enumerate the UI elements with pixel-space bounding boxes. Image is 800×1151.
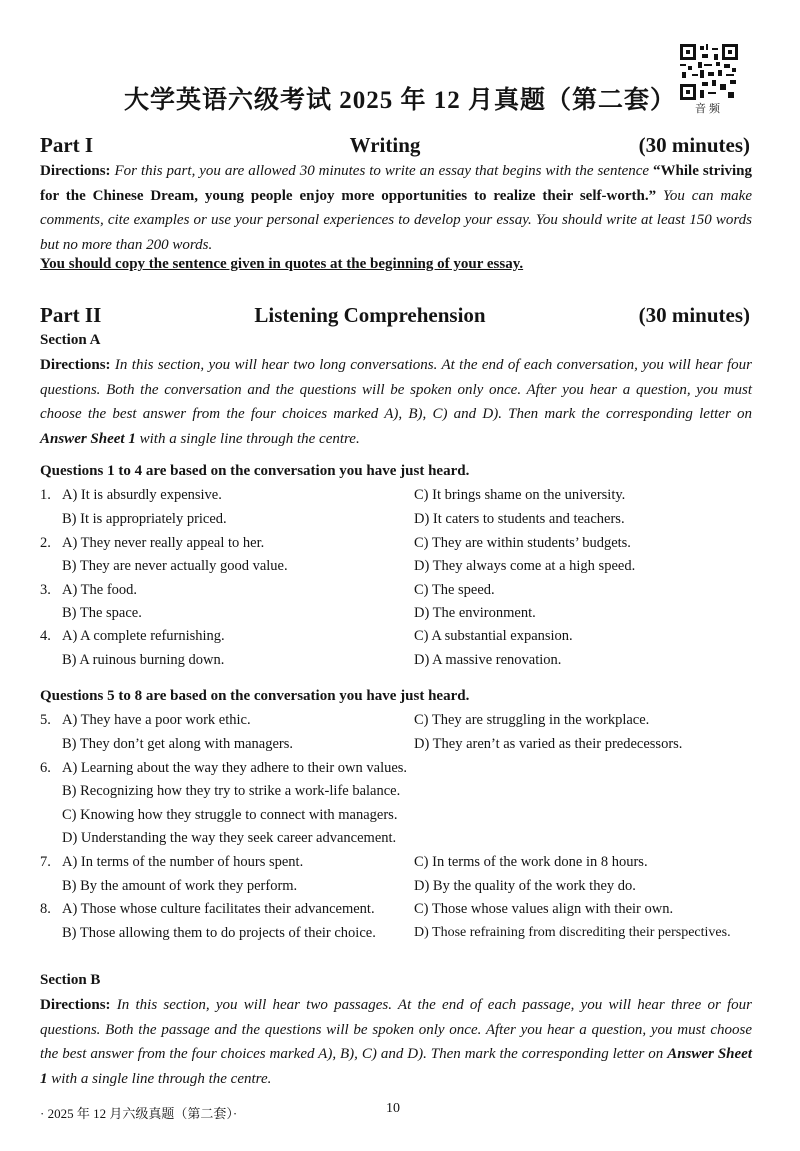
part2-label: Part II xyxy=(40,303,102,327)
directions-text: For this part, you are allowed 30 minutes to write an essay that begins with the sentence xyxy=(114,163,650,179)
option-c[interactable]: C) Those whose values align with their own. xyxy=(414,901,674,917)
option-d[interactable]: D) The environment. xyxy=(414,605,536,621)
option-c[interactable]: C) They are struggling in the workplace. xyxy=(414,712,650,728)
question-number: 7. xyxy=(40,854,51,870)
question-number: 2. xyxy=(40,535,51,551)
directions-text: with a single line through the centre. xyxy=(51,1070,272,1087)
directions-label: Directions: xyxy=(40,997,111,1013)
section-a-heading: Section A xyxy=(40,332,101,348)
option-b[interactable]: B) They don’t get along with managers. xyxy=(62,736,294,752)
directions-label: Directions: xyxy=(40,357,111,373)
option-c[interactable]: C) It brings shame on the university. xyxy=(414,487,626,503)
option-b[interactable]: B) A ruinous burning down. xyxy=(62,652,225,668)
section-b-heading: Section B xyxy=(40,972,101,988)
answer-sheet-label: Answer Sheet 1 xyxy=(40,1046,752,1087)
option-c[interactable]: C) The speed. xyxy=(414,582,495,598)
page-number: 10 xyxy=(386,1101,400,1116)
footer-source: · 2025 年 12 月六级真题（第二套）· xyxy=(40,1106,238,1121)
question-number: 8. xyxy=(40,901,51,917)
directions-text: In this section, you will hear two long conversations. At the end of each conversation, you will hear four questions. Both the conversation and the questions will be spoken only once. After you hear a question, you must choose the best answer from the four choices marked A), B), C) and D). Then mark the corresponding letter on xyxy=(40,357,752,422)
option-a[interactable]: A) Learning about the way they adhere to their own values. xyxy=(62,760,408,776)
option-b[interactable]: B) By the amount of work they perform. xyxy=(62,878,298,894)
part1-directions xyxy=(40,159,752,257)
section-a-directions xyxy=(40,353,752,451)
option-a[interactable]: A) A complete refurnishing. xyxy=(62,628,225,644)
option-b[interactable]: B) It is appropriately priced. xyxy=(62,511,227,527)
option-d[interactable]: D) It caters to students and teachers. xyxy=(414,511,625,527)
option-b[interactable]: B) The space. xyxy=(62,605,142,621)
option-d[interactable]: D) They always come at a high speed. xyxy=(414,558,636,574)
option-a[interactable]: A) They have a poor work ethic. xyxy=(62,712,251,728)
option-c[interactable]: C) In terms of the work done in 8 hours. xyxy=(414,854,648,870)
question-number: 1. xyxy=(40,487,51,503)
option-d[interactable]: D) Understanding the way they seek career advancement. xyxy=(62,830,397,846)
part1-label: Part I xyxy=(40,133,94,157)
option-b[interactable]: B) They are never actually good value. xyxy=(62,558,288,574)
option-a[interactable]: A) The food. xyxy=(62,582,138,598)
part1-time: (30 minutes) xyxy=(638,133,750,157)
question-group-heading: Questions 1 to 4 are based on the conversation you have just heard. xyxy=(40,463,470,479)
option-c[interactable]: C) A substantial expansion. xyxy=(414,628,573,644)
part2-time: (30 minutes) xyxy=(638,303,750,327)
audio-label: 音频 xyxy=(695,102,723,115)
option-a[interactable]: A) Those whose culture facilitates their advancement. xyxy=(62,901,375,917)
part1-title: Writing xyxy=(349,133,421,157)
option-a[interactable]: A) They never really appeal to her. xyxy=(62,535,265,551)
option-c[interactable]: C) Knowing how they struggle to connect with managers. xyxy=(62,807,398,823)
section-b-directions xyxy=(40,993,752,1091)
option-d[interactable]: D) By the quality of the work they do. xyxy=(414,878,636,894)
essay-prompt-quote: “While striving for the Chinese Dream, young people enjoy more opportunities to realize their self-worth.” xyxy=(40,163,752,204)
option-a[interactable]: A) It is absurdly expensive. xyxy=(62,487,222,503)
page-title: 大学英语六级考试 2025 年 12 月真题（第二套） xyxy=(123,87,676,114)
option-d[interactable]: D) Those refraining from discrediting their perspectives. xyxy=(414,925,731,940)
option-d[interactable]: D) A massive renovation. xyxy=(414,652,562,668)
question-number: 3. xyxy=(40,582,51,598)
option-b[interactable]: B) Recognizing how they try to strike a work-life balance. xyxy=(62,783,401,799)
directions-label: Directions: xyxy=(40,163,111,179)
question-number: 6. xyxy=(40,760,51,776)
directions-text: with a single line through the centre. xyxy=(139,430,360,447)
question-number: 4. xyxy=(40,628,51,644)
part1-note: You should copy the sentence given in quotes at the beginning of your essay. xyxy=(40,256,524,272)
qr-code-icon[interactable] xyxy=(680,44,738,100)
answer-sheet-label: Answer Sheet 1 xyxy=(40,430,136,447)
option-d[interactable]: D) They aren’t as varied as their predecessors. xyxy=(414,736,683,752)
question-group-heading: Questions 5 to 8 are based on the conversation you have just heard. xyxy=(40,688,470,704)
directions-text: In this section, you will hear two passages. At the end of each passage, you will hear three or four questions. Both the passage and the questions will be spoken only once. After you hear a question, you must choose the best answer from the four choices marked A), B), C) and D). Then mark the corresponding letter on xyxy=(40,997,753,1062)
question-number: 5. xyxy=(40,712,51,728)
part2-title: Listening Comprehension xyxy=(254,303,486,327)
option-c[interactable]: C) They are within students’ budgets. xyxy=(414,535,631,551)
option-b[interactable]: B) Those allowing them to do projects of their choice. xyxy=(62,925,376,941)
directions-text: You can make comments, cite examples or use your personal experiences to develop your essay. You should write at least 150 words but no more than 200 words. xyxy=(40,187,752,253)
option-a[interactable]: A) In terms of the number of hours spent. xyxy=(62,854,304,870)
